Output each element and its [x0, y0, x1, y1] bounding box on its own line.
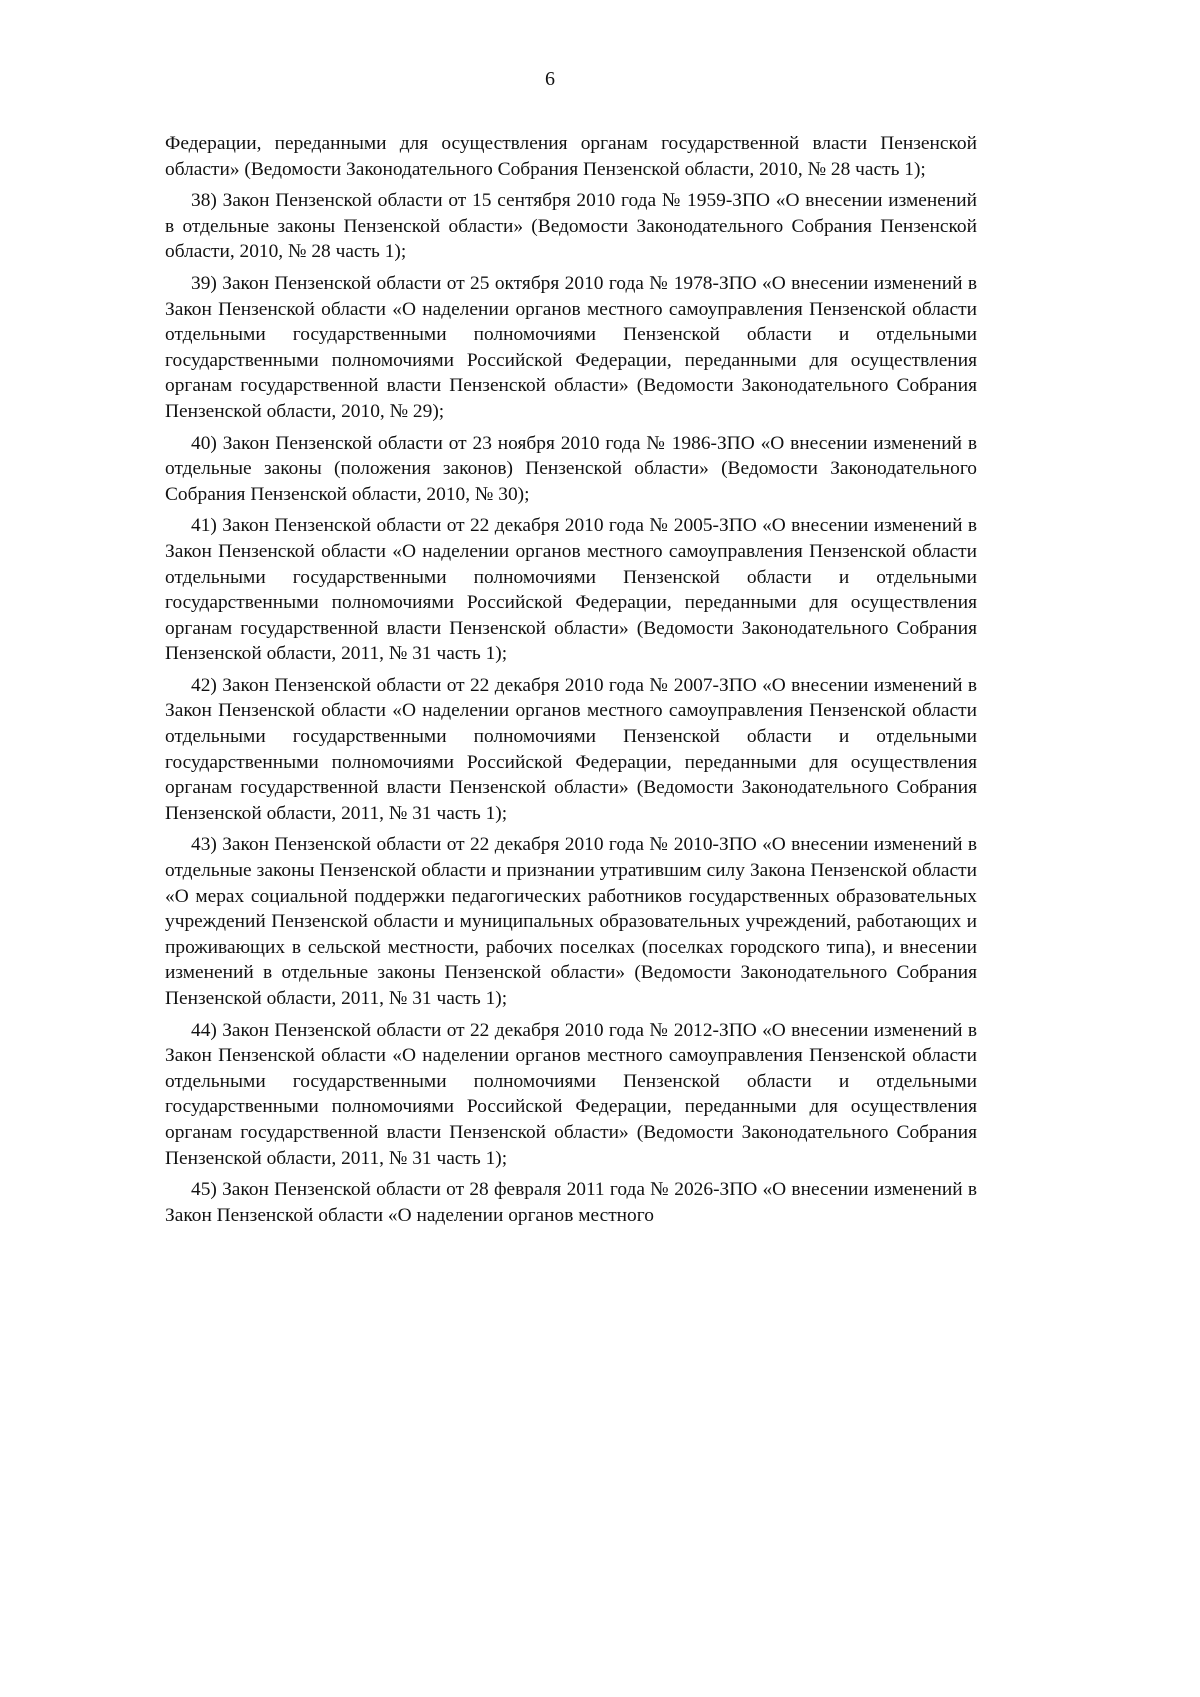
paragraph-item-41: 41) Закон Пензенской области от 22 декабря 2010 года № 2005-ЗПО «О внесении изменений в Закон Пензенской области «О наделении органов местного самоуправления Пензенской области отдельными государственными полномочиями Пензенской области и отдельными государственными полномочиями Российской Федерации, переданными для осуществления органам государственной власти Пензенской области» (Ведомости Законодательного Собрания Пензенской области, 2011, № 31 часть 1);: [165, 515, 977, 665]
paragraph-item-40: 40) Закон Пензенской области от 23 ноября 2010 года № 1986-ЗПО «О внесении изменений в отдельные законы (положения законов) Пензенской области» (Ведомости Законодательного Собрания Пензенской области, 2010, № 30);: [165, 432, 977, 505]
paragraph-item-42: 42) Закон Пензенской области от 22 декабря 2010 года № 2007-ЗПО «О внесении изменений в Закон Пензенской области «О наделении органов местного самоуправления Пензенской области отдельными государственными полномочиями Пензенской области и отдельными государственными полномочиями Российской Федерации, переданными для осуществления органам государственной власти Пензенской области» (Ведомости Законодательного Собрания Пензенской области, 2011, № 31 часть 1);: [165, 674, 977, 824]
page-number: 6: [545, 68, 555, 90]
paragraph-item-43: 43) Закон Пензенской области от 22 декабря 2010 года № 2010-ЗПО «О внесении изменений в отдельные законы Пензенской области и признании утратившим силу Закона Пензенской области «О мерах социальной поддержки педагогических работников государственных образовательных учреждений Пензенской области и муниципальных образовательных учреждений, работающих и проживающих в сельской местности, рабочих поселках (поселках городского типа), и внесении изменений в отдельные законы Пензенской области» (Ведомости Законодательного Собрания Пензенской области, 2011, № 31 часть 1);: [165, 834, 977, 1009]
paragraph-continuation: Федерации, переданными для осуществления органам государственной власти Пензенской области» (Ведомости Законодательного Собрания Пензенской области, 2010, № 28 часть 1);: [165, 133, 977, 180]
paragraph-item-39: 39) Закон Пензенской области от 25 октября 2010 года № 1978-ЗПО «О внесении изменений в Закон Пензенской области «О наделении органов местного самоуправления Пензенской области отдельными государственными полномочиями Пензенской области и отдельными государственными полномочиями Российской Федерации, переданными для осуществления органам государственной власти Пензенской области» (Ведомости Законодательного Собрания Пензенской области, 2010, № 29);: [165, 272, 977, 422]
paragraph-item-38: 38) Закон Пензенской области от 15 сентября 2010 года № 1959-ЗПО «О внесении изменений в отдельные законы Пензенской области» (Ведомости Законодательного Собрания Пензенской области, 2010, № 28 часть 1);: [165, 190, 977, 263]
document-body: [165, 131, 977, 1234]
paragraph-item-45: 45) Закон Пензенской области от 28 февраля 2011 года № 2026-ЗПО «О внесении изменений в Закон Пензенской области «О наделении органов местного: [165, 1179, 977, 1226]
paragraph-item-44: 44) Закон Пензенской области от 22 декабря 2010 года № 2012-ЗПО «О внесении изменений в Закон Пензенской области «О наделении органов местного самоуправления Пензенской области отдельными государственными полномочиями Пензенской области и отдельными государственными полномочиями Российской Федерации, переданными для осуществления органам государственной власти Пензенской области» (Ведомости Законодательного Собрания Пензенской области, 2011, № 31 часть 1);: [165, 1019, 977, 1169]
